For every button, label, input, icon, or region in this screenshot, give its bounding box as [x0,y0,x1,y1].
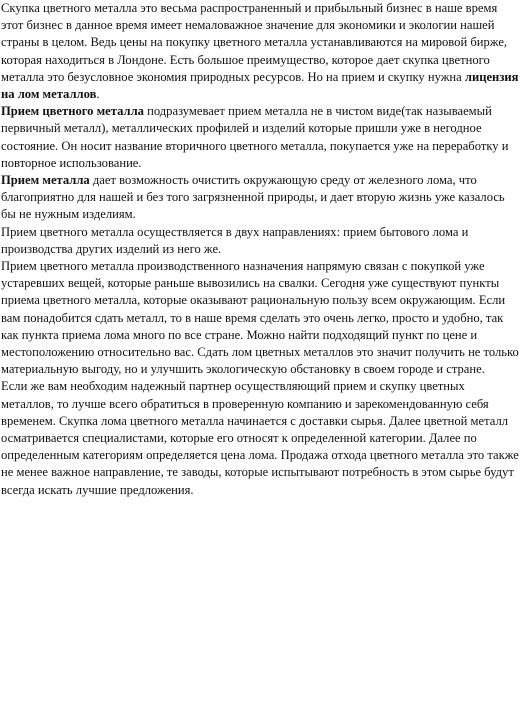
article-body [1,0,519,499]
text-segment: подразумевает прием металла не в чистом виде(так называемый первичный металл), металлических профилей и изделий которые пришли уже в негодное состояние. Он носит название вторичного цветного металла, покупается уже на переработку и повторное использование. [1,104,509,170]
paragraph-metal-reception [1,103,519,172]
paragraph-environment [1,172,519,224]
bold-term: Прием цветного металла [1,104,144,119]
paragraph-intro [1,0,519,103]
text-segment: Прием цветного металла осуществляется в двух направлениях: прием бытового лома и производства других изделий из него же. [1,224,469,256]
paragraph-industrial [1,258,519,378]
paragraph-directions [1,224,519,258]
text-segment: . [96,87,100,102]
paragraph-partner [1,378,519,498]
text-segment: Прием цветного металла производственного назначения напрямую связан с покупкой уже устаревших вещей, которые раньше вывозились на свалки. Сегодня уже существуют пункты приема цветного металла, которые оказывают рациональную пользу всем окружающим. Если вам понадобится сдать металл, то в наше время сделать это очень легко, просто и удобно, так как пункта приема лома много по все стране. Можно найти подходящий пункт по цене и местоположению относительно вас. Сдать лом цветных металлов это значит получить не только материальную выгоду, но и улучшить экологическую обстановку в своем городе и стране. [1,259,519,377]
text-segment: дает возможность очистить окружающую среду от железного лома, что благоприятно для нашей и без того загрязненной природы, и дает вторую жизнь уже казалось бы не нужным изделиям. [1,173,505,222]
text-segment: Скупка цветного металла это весьма распространенный и прибыльный бизнес в наше время этот бизнес в данное время имеет немаловажное значение для экономики и экологии нашей страны в целом. Ведь цены на покупку цветного металла устанавливаются на мировой бирже, которая находиться в Лондоне. Есть большое преимущество, которое дает скупка цветного металла это безусловное экономия природных ресурсов. Но на прием и скупку нужна [1,1,508,84]
license-link-text: лицензия на лом металлов [1,69,519,102]
text-segment: Если же вам необходим надежный партнер осуществляющий прием и скупку цветных металлов, то лучше всего обратиться в проверенную компанию и зарекомендованную себя временем. Скупка лома цветного металла начинается с доставки сырья. Далее цветной металл осматривается специалистами, которые его относят к определенной категории. Далее по определенным категориям определяется цена лома. Продажа отхода цветного металла это также не менее важное направление, те заводы, которые испытывают потребность в этом сырье будут всегда искать лучшие предложения. [1,379,519,497]
bold-term: Прием металла [1,173,90,188]
